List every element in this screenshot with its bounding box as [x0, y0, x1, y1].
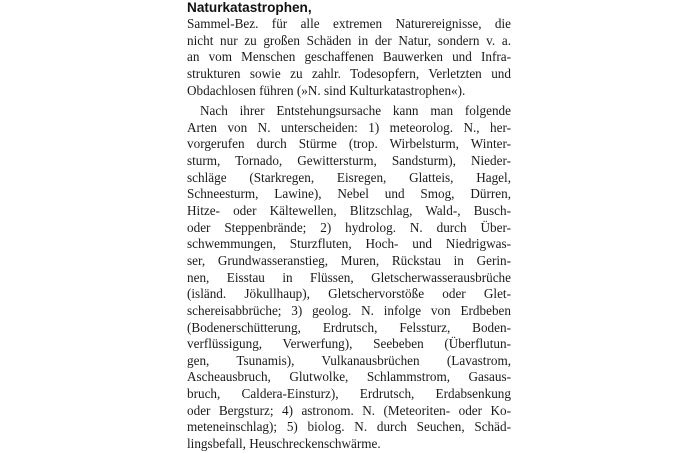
lexicon-entry [187, 0, 511, 453]
text-line: oder Bergsturz; 4) astronom. N. (Meteoriten- oder Ko- [187, 402, 511, 418]
text-line: Nach ihrer Entstehungsursache kann man folgende [200, 103, 511, 119]
text-line: (isländ. Jökullhaup), Gletschervorstöße oder Glet- [187, 286, 511, 302]
text-line: gen, Tsunamis), Vulkanausbrüchen (Lavastrom, [187, 352, 511, 368]
text-line: Arten von N. unterscheiden: 1) meteorolog. N., her- [187, 119, 511, 135]
text-line: nicht nur zu großen Schäden in der Natur, sondern v. a. [187, 32, 511, 48]
text-line: nen, Eisstau in Flüssen, Gletscherwasserausbrüche [187, 269, 511, 285]
text-line: meteneinschlag); 5) biolog. N. durch Seuchen, Schäd- [187, 419, 511, 435]
text-line: Ascheausbruch, Glutwolke, Schlammstrom, Gasaus- [187, 369, 511, 385]
text-line: Obdachlosen führen (»N. sind Kulturkatastrophen«). [187, 82, 466, 98]
types-paragraph [187, 103, 511, 452]
text-line: Hitze- oder Kältewellen, Blitzschlag, Wald-, Busch- [187, 203, 511, 219]
text-line: schläge (Starkregen, Eisregen, Glatteis, Hagel, [187, 169, 511, 185]
text-line: bruch, Caldera-Einsturz), Erdrutsch, Erdabsenkung [187, 386, 511, 402]
entry-headword: Naturkatastrophen, [187, 0, 312, 15]
text-line: schereisabbrüche; 3) geolog. N. infolge von Erdbeben [187, 302, 511, 318]
text-line: ser, Grundwasseranstieg, Muren, Rückstau in Gerin- [187, 252, 511, 268]
text-line: verflüssigung, Verwerfung), Seebeben (Überflutun- [187, 336, 511, 352]
text-line: vorgerufen durch Stürme (trop. Wirbelsturm, Winter- [187, 136, 511, 152]
text-line: Sammel-Bez. für alle extremen Naturereignisse, die [187, 16, 511, 31]
definition-paragraph [187, 16, 511, 99]
text-line: Schneesturm, Lawine), Nebel und Smog, Dürren, [187, 186, 511, 202]
text-line: sturm, Tornado, Gewittersturm, Sandsturm), Nieder- [187, 153, 511, 169]
text-line: (Bodenerschütterung, Erdrutsch, Felssturz, Boden- [187, 319, 511, 335]
text-line: strukturen sowie zu zahlr. Todesopfern, Verletzten und [187, 65, 511, 81]
text-line: lingsbefall, Heuschreckenschwärme. [187, 436, 381, 452]
text-line: schwemmungen, Sturzfluten, Hoch- und Niedrigwas- [187, 236, 511, 252]
text-line: an vom Menschen geschaffenen Bauwerken und Infra- [187, 49, 511, 65]
text-line: oder Steppenbrände; 2) hydrolog. N. durch Über- [187, 219, 511, 235]
